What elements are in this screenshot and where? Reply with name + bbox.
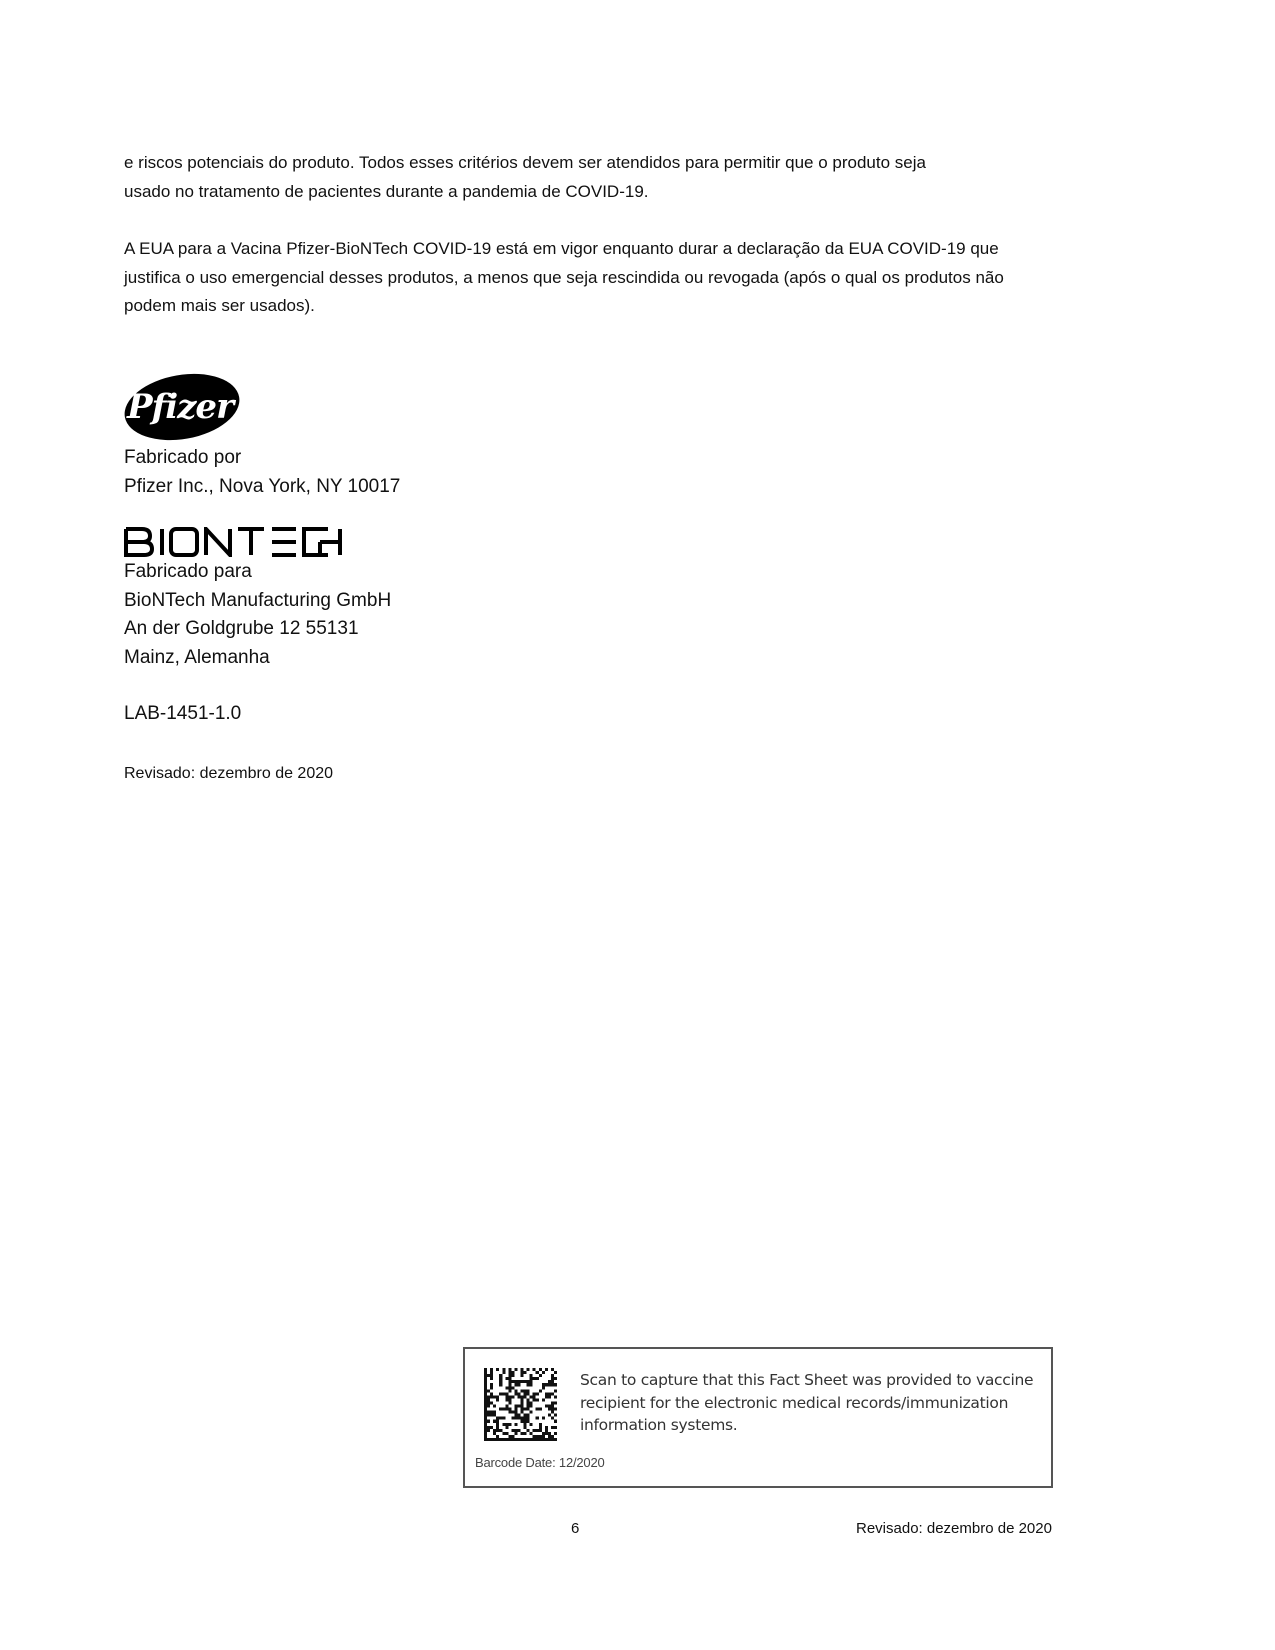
pfizer-address bbox=[124, 444, 400, 501]
scan-text-line: Scan to capture that this Fact Sheet was provided to vaccine bbox=[580, 1371, 1034, 1389]
page-number: 6 bbox=[571, 1520, 580, 1537]
footer-revision-date: Revisado: dezembro de 2020 bbox=[856, 1520, 1052, 1537]
revision-date: Revisado: dezembro de 2020 bbox=[124, 765, 334, 782]
biontech-company-name: BioNTech Manufacturing GmbH bbox=[124, 589, 392, 611]
barcode-date: Barcode Date: 12/2020 bbox=[475, 1455, 605, 1470]
pfizer-address-line: Pfizer Inc., Nova York, NY 10017 bbox=[124, 475, 401, 497]
pfizer-logo bbox=[122, 372, 242, 442]
paragraph-line: usado no tratamento de pacientes durante a pandemia de COVID-19. bbox=[124, 181, 649, 201]
scan-text-line: information systems. bbox=[580, 1416, 738, 1434]
paragraph-line: e riscos potenciais do produto. Todos esses critérios devem ser atendidos para permitir que o produto seja bbox=[124, 153, 926, 172]
paragraph-line: justifica o uso emergencial desses produtos, a menos que seja rescindida ou revogada (após o qual os produtos não bbox=[124, 267, 1004, 287]
paragraph-eua-validity bbox=[124, 235, 1084, 321]
paragraph-eua-criteria bbox=[124, 149, 1084, 206]
scan-instructions bbox=[580, 1369, 1040, 1437]
manufactured-for-label: Fabricado para bbox=[124, 561, 252, 582]
manufactured-by-label: Fabricado por bbox=[124, 447, 242, 468]
lab-code: LAB-1451-1.0 bbox=[124, 703, 242, 724]
biontech-address bbox=[124, 558, 391, 673]
biontech-street: An der Goldgrube 12 55131 bbox=[124, 618, 359, 640]
svg-text:Pfizer: Pfizer bbox=[127, 387, 233, 427]
barcode-box bbox=[463, 1347, 1053, 1488]
biontech-logo bbox=[124, 527, 342, 557]
scan-text-line: recipient for the electronic medical records/immunization bbox=[580, 1393, 1009, 1412]
biontech-city: Mainz, Alemanha bbox=[124, 647, 270, 669]
datamatrix-barcode-icon bbox=[484, 1368, 557, 1441]
paragraph-line: A EUA para a Vacina Pfizer-BioNTech COVID-19 está em vigor enquanto durar a declaração da EUA COVID-19 que bbox=[124, 239, 999, 258]
paragraph-line: podem mais ser usados). bbox=[124, 296, 315, 315]
